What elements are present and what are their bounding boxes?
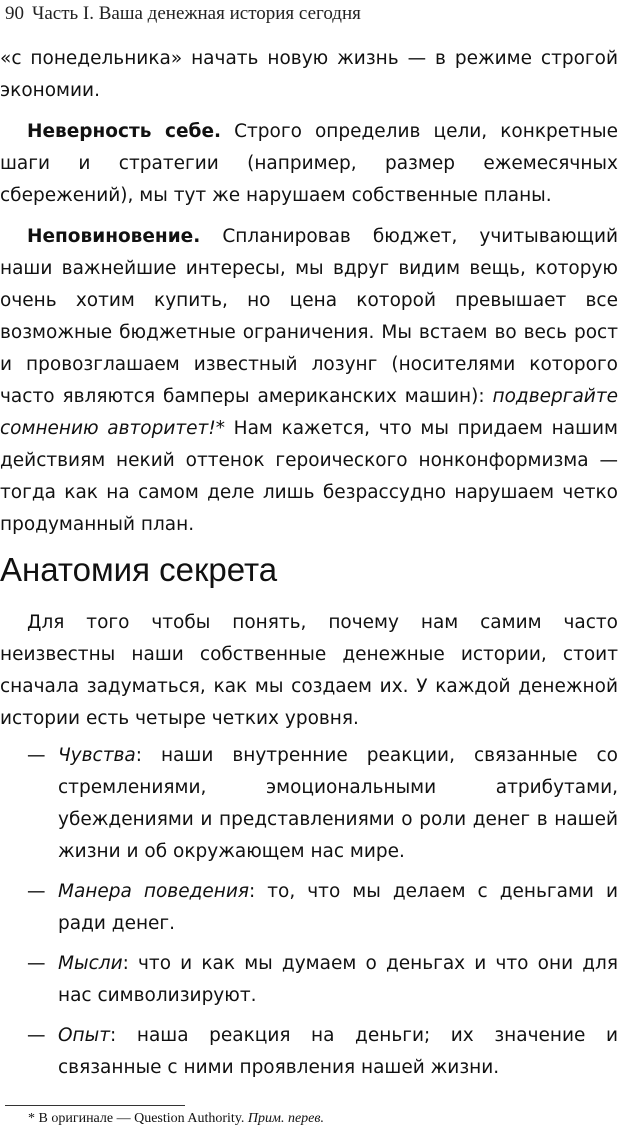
list-text: : что и как мы думаем о деньгах и что они для нас символизируют. (58, 953, 618, 1006)
footnote-mark: * (28, 1111, 35, 1126)
section-intro-block (0, 607, 618, 735)
list-item (0, 740, 618, 868)
paragraph-self-infidelity (0, 116, 618, 212)
paragraph-disobedience (0, 221, 618, 541)
footnote (28, 1111, 324, 1127)
list-item (0, 1020, 618, 1084)
paragraph-continuation: «с понедельника» начать новую жизнь — в режиме строгой экономии. (0, 48, 618, 101)
list-item (0, 876, 618, 940)
paragraph-disobedience-text-2: Нам кажется, что мы придаем нашим действиям некий оттенок героического нонконформизма — тогда как на самом деле лишь безрассудно нарушаем четко продуманный план. (0, 418, 619, 535)
term-self-infidelity: Неверность себе. (27, 121, 222, 142)
list-text: : то, что мы делаем с деньгами и ради денег. (58, 881, 618, 934)
running-title: Часть I. Ваша денежная история сегодня (32, 3, 361, 24)
list-text: : наша реакция на деньги; их значение и связанные с ними проявления нашей жизни. (58, 1025, 618, 1078)
footnote-text: В оригинале — Question Authority. (35, 1111, 248, 1126)
page-number: 90 (5, 3, 24, 24)
list-term: Манера поведения (58, 881, 249, 902)
body-text-top (0, 43, 618, 541)
term-disobedience: Неповиновение. (27, 226, 201, 247)
list-term: Опыт (58, 1025, 111, 1046)
list-dash: — (27, 953, 46, 974)
list-dash: — (27, 881, 46, 902)
slogan-italic: подвергайте сомнению авторитет!* (0, 386, 618, 439)
paragraph-self-infidelity-text: Строго определив цели, конкретные шаги и стратегии (например, размер ежемесячных сбережений), мы тут же нарушаем собственные планы. (0, 121, 619, 206)
list-term: Мысли (58, 953, 123, 974)
section-heading: Анатомия секрета (0, 551, 278, 588)
running-header (5, 3, 361, 25)
list-term: Чувства (58, 745, 136, 766)
list-text: : наши внутренние реакции, связанные со стремлениями, эмоциональными атрибутами, убеждениями и представлениями о роли денег в нашей жизни и об окружающем нас мире. (58, 745, 618, 862)
footnote-note: Прим. перев. (247, 1111, 324, 1126)
paragraph-disobedience-text-1: Спланировав бюджет, учитывающий наши важнейшие интересы, мы вдруг видим вещь, которую очень хотим купить, но цена которой превышает все возможные бюджетные ограничения. Мы встаем во весь рост и провозглашаем известный лозунг (носителями которого часто являются бамперы американских машин): (0, 226, 618, 407)
list-dash: — (27, 745, 46, 766)
section-intro: Для того чтобы понять, почему нам самим часто неизвестны наши собственные денежные истории, стоит сначала задуматься, как мы создаем их. У каждой денежной истории есть четыре четких уровня. (0, 612, 618, 729)
list-item (0, 948, 618, 1012)
levels-list (0, 740, 618, 1084)
footnote-divider (5, 1105, 185, 1106)
list-dash: — (27, 1025, 46, 1046)
